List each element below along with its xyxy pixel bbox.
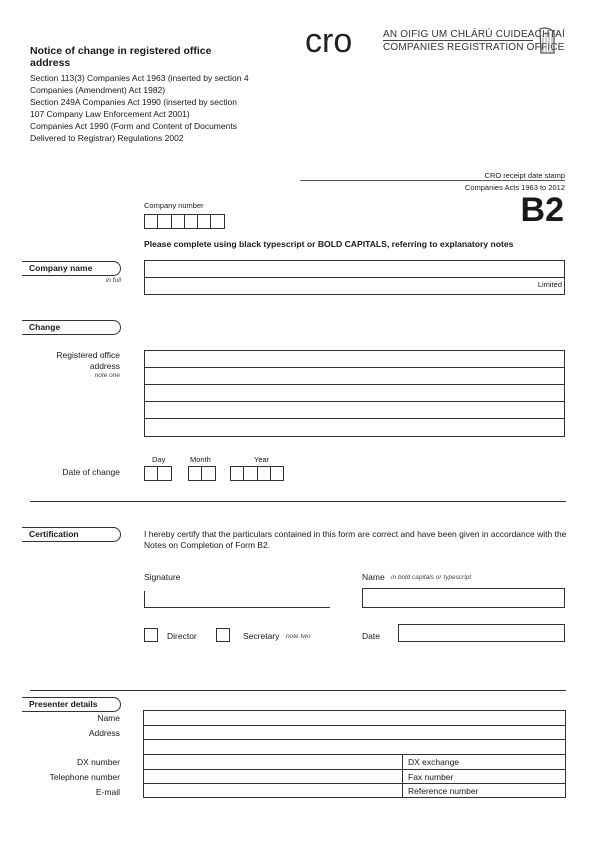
name-field[interactable]: [362, 588, 565, 608]
cro-logo-mark: cro: [305, 22, 353, 60]
digit-cell[interactable]: [257, 466, 271, 481]
grid-line: [144, 739, 565, 740]
company-name-tab: Company name: [22, 261, 121, 276]
limited-suffix: Limited: [537, 280, 562, 289]
year-label: Year: [254, 455, 270, 464]
director-checkbox[interactable]: [144, 628, 158, 642]
receipt-stamp-label: CRO receipt date stamp: [484, 171, 565, 180]
grid-line: [144, 754, 565, 755]
telephone-label: Telephone number: [49, 772, 120, 782]
section-divider: [30, 690, 566, 691]
digit-cell[interactable]: [243, 466, 257, 481]
company-name-field[interactable]: [144, 260, 565, 295]
legal-line: Section 113(3) Companies Act 1963 (inserted by section 4: [30, 73, 249, 83]
reference-label: Reference number: [408, 786, 479, 796]
address-line[interactable]: [145, 385, 564, 402]
secretary-checkbox[interactable]: [216, 628, 230, 642]
digit-cell[interactable]: [157, 466, 171, 481]
change-tab: Change: [22, 320, 121, 335]
change-day-input[interactable]: [144, 466, 171, 481]
address-note: note one: [94, 372, 120, 379]
legal-line: Companies Act 1990 (Form and Content of Documents: [30, 121, 237, 132]
company-number-input[interactable]: [144, 214, 224, 229]
presenter-name-label: Name: [97, 713, 120, 723]
legal-references: [30, 72, 290, 145]
presenter-details-grid[interactable]: [143, 710, 566, 798]
digit-cell[interactable]: [184, 214, 198, 229]
logo-english-name: COMPANIES REGISTRATION OFFICE: [383, 42, 565, 53]
harp-icon: [537, 26, 557, 56]
address-line[interactable]: [145, 419, 564, 436]
presenter-address-label: Address: [88, 728, 120, 738]
change-month-input[interactable]: [188, 466, 215, 481]
fax-label: Fax number: [408, 772, 454, 782]
day-label: Day: [152, 455, 166, 464]
digit-cell[interactable]: [157, 214, 171, 229]
dx-exchange-label: DX exchange: [408, 757, 460, 767]
date-label: Date: [362, 631, 380, 641]
company-name-note: in full: [105, 277, 121, 284]
director-label: Director: [167, 631, 197, 641]
digit-cell[interactable]: [201, 466, 215, 481]
secretary-label: Secretary: [243, 631, 280, 641]
registered-office-address-field[interactable]: [144, 350, 565, 437]
digit-cell[interactable]: [171, 214, 185, 229]
digit-cell[interactable]: [144, 466, 158, 481]
address-line[interactable]: [145, 368, 564, 385]
receipt-stamp-line: [300, 180, 565, 181]
digit-cell[interactable]: [230, 466, 244, 481]
legal-line: Section 249A Companies Act 1990 (inserted by section: [30, 97, 237, 108]
email-label: E-mail: [95, 787, 120, 797]
grid-line: [144, 783, 565, 784]
acts-label: Companies Acts 1963 to 2012: [464, 183, 565, 192]
signature-field[interactable]: [144, 591, 330, 608]
digit-cell[interactable]: [197, 214, 211, 229]
secretary-note: note two: [286, 633, 311, 640]
form-code: B2: [520, 191, 564, 229]
presenter-details-tab: Presenter details: [22, 697, 121, 712]
name-note: in bold capitals or typescript: [391, 574, 472, 581]
address-label-1: Registered office: [56, 350, 120, 360]
grid-divider: [402, 754, 403, 798]
address-line[interactable]: [145, 402, 564, 419]
dx-number-label: DX number: [77, 757, 120, 767]
legal-line: Companies (Amendment) Act 1982): [30, 85, 166, 96]
company-name-line[interactable]: [145, 261, 564, 278]
digit-cell[interactable]: [144, 214, 158, 229]
legal-line: Delivered to Registrar) Regulations 2002: [30, 133, 184, 144]
section-divider: [30, 501, 566, 502]
month-label: Month: [190, 455, 211, 464]
date-of-change-label: Date of change: [62, 467, 120, 477]
certification-tab: Certification: [22, 527, 121, 542]
grid-line: [144, 725, 565, 726]
grid-line: [144, 769, 565, 770]
company-number-label: Company number: [144, 201, 204, 210]
name-label: Name: [362, 572, 385, 582]
legal-line: 107 Company Law Enforcement Act 2001): [30, 109, 190, 120]
digit-cell[interactable]: [210, 214, 224, 229]
address-line[interactable]: [145, 351, 564, 368]
change-year-input[interactable]: [230, 466, 283, 481]
address-label-2: address: [89, 361, 120, 371]
instruction-text: Please complete using black typescript or BOLD CAPITALS, referring to explanatory notes: [144, 239, 514, 249]
digit-cell[interactable]: [188, 466, 202, 481]
signature-label: Signature: [144, 572, 181, 582]
form-title: Notice of change in registered office address: [30, 45, 212, 69]
logo-divider: [383, 40, 533, 41]
digit-cell[interactable]: [270, 466, 284, 481]
certification-text: I hereby certify that the particulars contained in this form are correct and have been given in accordance with the Notes on Completion of Form B2.: [144, 529, 567, 551]
logo-irish-name: AN OIFIG UM CHLÁRÚ CUIDEACHTAÍ: [383, 29, 565, 40]
company-name-line[interactable]: [145, 278, 564, 295]
certification-date-field[interactable]: [398, 624, 565, 642]
